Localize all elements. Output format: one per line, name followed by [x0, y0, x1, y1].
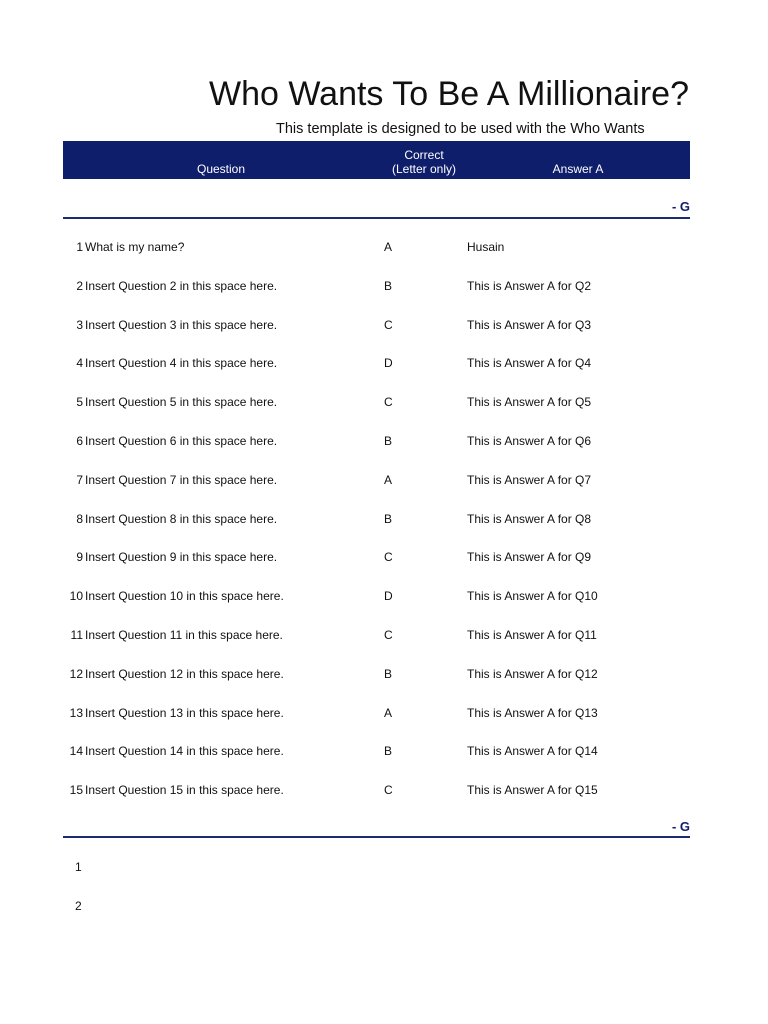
question-text[interactable]: Insert Question 12 in this space here.: [85, 666, 284, 681]
correct-letter[interactable]: C: [384, 550, 393, 565]
correct-letter[interactable]: B: [384, 744, 393, 759]
question-row-12[interactable]: [63, 654, 690, 693]
column-header-band: [63, 141, 690, 179]
question-row-4[interactable]: [63, 343, 690, 382]
group-divider-top: [63, 217, 690, 219]
question-number: 11: [70, 627, 83, 642]
column-header-question: Question: [196, 162, 246, 176]
correct-letter[interactable]: C: [384, 317, 393, 332]
answer-a-text[interactable]: This is Answer A for Q8: [467, 511, 592, 526]
question-row-3[interactable]: [63, 305, 690, 344]
correct-letter[interactable]: D: [384, 589, 393, 604]
correct-letter[interactable]: C: [384, 783, 393, 798]
question-number: 5: [76, 395, 83, 410]
question-text[interactable]: Insert Question 13 in this space here.: [85, 705, 284, 720]
answer-a-text[interactable]: This is Answer A for Q13: [467, 705, 598, 720]
question-number: 6: [76, 433, 83, 448]
question-text[interactable]: Insert Question 2 in this space here.: [85, 278, 278, 293]
question-number: 12: [69, 666, 83, 681]
question-text[interactable]: Insert Question 5 in this space here.: [85, 395, 278, 410]
question-text[interactable]: Insert Question 9 in this space here.: [85, 550, 278, 565]
answer-a-text[interactable]: This is Answer A for Q4: [467, 356, 592, 371]
correct-letter[interactable]: B: [384, 278, 393, 293]
question-text[interactable]: Insert Question 11 in this space here.: [85, 627, 283, 642]
question-row-13[interactable]: [63, 693, 690, 732]
correct-letter[interactable]: A: [384, 705, 393, 720]
correct-letter[interactable]: B: [384, 666, 393, 681]
question-text[interactable]: Insert Question 4 in this space here.: [85, 356, 278, 371]
answer-a-text[interactable]: This is Answer A for Q6: [467, 433, 592, 448]
question-text[interactable]: Insert Question 8 in this space here.: [85, 511, 278, 526]
answer-a-text[interactable]: This is Answer A for Q7: [467, 472, 592, 487]
question-row-10[interactable]: [63, 576, 690, 615]
column-header-correct: [369, 148, 479, 176]
answer-a-text[interactable]: This is Answer A for Q12: [467, 666, 598, 681]
question-text[interactable]: Insert Question 14 in this space here.: [85, 744, 284, 759]
page-title: Who Wants To Be A Millionaire?: [208, 75, 689, 113]
question-number: 1: [76, 240, 83, 254]
question-number: 13: [69, 705, 83, 720]
column-header-correct-line1: Correct: [404, 148, 444, 162]
question-row-15[interactable]: [63, 770, 690, 809]
answer-a-text[interactable]: This is Answer A for Q10: [467, 589, 598, 604]
question-text[interactable]: Insert Question 7 in this space here.: [85, 472, 278, 487]
column-header-answer-a: Answer A: [552, 162, 604, 176]
question-number: 9: [76, 550, 83, 565]
question-row-7[interactable]: [63, 460, 690, 499]
correct-letter[interactable]: B: [384, 511, 393, 526]
answer-a-text[interactable]: This is Answer A for Q11: [467, 627, 597, 642]
question-text[interactable]: What is my name?: [85, 240, 185, 254]
question-row-1[interactable]: [63, 227, 690, 266]
question-row-8[interactable]: [63, 499, 690, 538]
answer-a-text[interactable]: Husain: [467, 240, 505, 254]
question-row-11[interactable]: [63, 615, 690, 654]
question-list: [63, 227, 690, 809]
question-text[interactable]: Insert Question 10 in this space here.: [85, 589, 284, 604]
group-label-bottom: - G: [671, 819, 690, 834]
question-number: 14: [69, 744, 83, 759]
question-row-9[interactable]: [63, 537, 690, 576]
group-divider-bottom: [63, 836, 690, 838]
question-number: 2: [76, 278, 83, 293]
extra-row-number-1: 1: [75, 860, 82, 874]
question-number: 8: [76, 511, 83, 526]
correct-letter[interactable]: A: [384, 472, 393, 487]
question-row-14[interactable]: [63, 731, 690, 770]
page-subtitle: This template is designed to be used with the Who Wants: [276, 121, 645, 137]
question-number: 4: [76, 356, 83, 371]
answer-a-text[interactable]: This is Answer A for Q15: [467, 783, 598, 798]
answer-a-text[interactable]: This is Answer A for Q5: [467, 395, 592, 410]
question-text[interactable]: Insert Question 3 in this space here.: [85, 317, 278, 332]
question-row-2[interactable]: [63, 266, 690, 305]
column-header-correct-line2: (Letter only): [391, 162, 457, 176]
question-row-5[interactable]: [63, 382, 690, 421]
question-number: 3: [76, 317, 83, 332]
question-text[interactable]: Insert Question 6 in this space here.: [85, 433, 278, 448]
correct-letter[interactable]: B: [384, 433, 393, 448]
answer-a-text[interactable]: This is Answer A for Q3: [467, 317, 592, 332]
question-number: 7: [76, 472, 83, 487]
correct-letter[interactable]: A: [384, 240, 393, 254]
correct-letter[interactable]: C: [384, 627, 393, 642]
answer-a-text[interactable]: This is Answer A for Q2: [467, 278, 592, 293]
question-number: 10: [69, 589, 83, 604]
question-text[interactable]: Insert Question 15 in this space here.: [85, 783, 284, 798]
group-label-top: - G: [671, 199, 690, 214]
question-row-6[interactable]: [63, 421, 690, 460]
question-number: 15: [69, 783, 83, 798]
answer-a-text[interactable]: This is Answer A for Q14: [467, 744, 598, 759]
answer-a-text[interactable]: This is Answer A for Q9: [467, 550, 592, 565]
correct-letter[interactable]: D: [384, 356, 393, 371]
correct-letter[interactable]: C: [384, 395, 393, 410]
extra-row-number-2: 2: [75, 899, 82, 913]
